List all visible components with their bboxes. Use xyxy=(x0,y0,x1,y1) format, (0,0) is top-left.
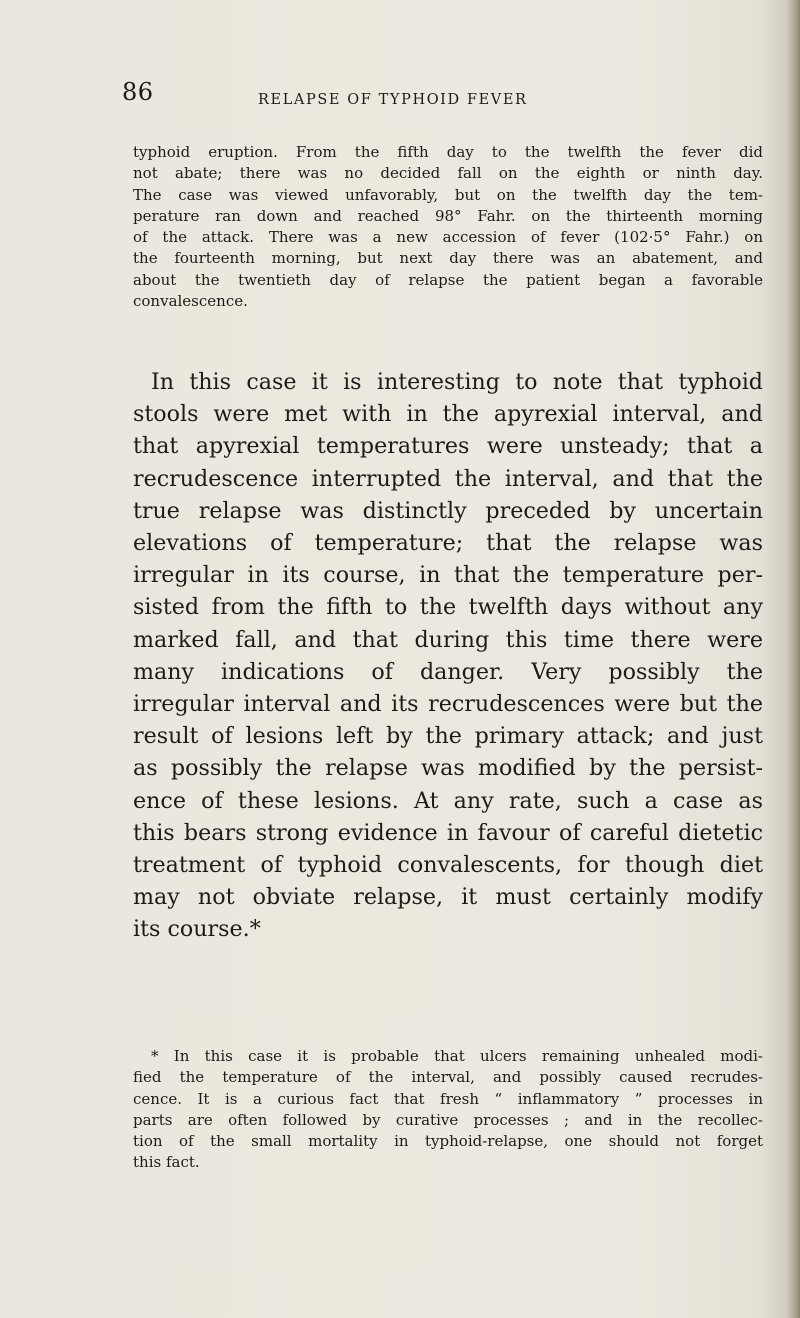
running-title: RELAPSE OF TYPHOID FEVER xyxy=(258,92,528,108)
text-line: convalescence. xyxy=(133,292,248,311)
text-line: perature ran down and reached 98° Fahr. on the thirteenth morning xyxy=(133,206,763,225)
page-header xyxy=(0,78,800,118)
text-line: irregular in its course, in that the temperature per- xyxy=(133,562,763,589)
text-line: irregular interval and its recrudescences were but the xyxy=(133,691,763,718)
text-line: recrudescence interrupted the interval, and that the xyxy=(133,465,763,492)
page-number: 86 xyxy=(122,78,154,106)
text-line: The case was viewed unfavorably, but on the twelfth day the tem- xyxy=(133,185,763,204)
text-line: stools were met with in the apyrexial interval, and xyxy=(133,401,763,428)
text-line: many indications of danger. Very possibly the xyxy=(133,658,763,685)
footnote xyxy=(133,1046,763,1174)
text-line: the fourteenth morning, but next day there was an abatement, and xyxy=(133,249,763,268)
page-edge-shadow xyxy=(786,0,800,1318)
text-line: that apyrexial temperatures were unsteady; that a xyxy=(133,433,763,460)
text-line: treatment of typhoid convalescents, for though diet xyxy=(133,852,763,879)
text-line: parts are often followed by curative processes ; and in the recollec- xyxy=(133,1110,763,1129)
text-line: not abate; there was no decided fall on the eighth or ninth day. xyxy=(133,164,763,183)
text-line: * In this case it is probable that ulcers remaining unhealed modi- xyxy=(151,1047,763,1065)
text-line: cence. It is a curious fact that fresh “ inflammatory ” processes in xyxy=(133,1089,763,1108)
text-line: its course.* xyxy=(133,916,261,943)
text-line: tion of the small mortality in typhoid-relapse, one should not forget xyxy=(133,1132,763,1151)
text-line: elevations of temperature; that the relapse was xyxy=(133,530,763,557)
text-line: true relapse was distinctly preceded by uncertain xyxy=(133,497,763,524)
text-line: marked fall, and that during this time there were xyxy=(133,626,763,653)
text-line: this fact. xyxy=(133,1153,200,1172)
text-line: ence of these lesions. At any rate, such a case as xyxy=(133,787,763,814)
text-line: this bears strong evidence in favour of careful dietetic xyxy=(133,819,763,846)
paragraph-continued-case-report xyxy=(133,142,763,312)
text-line: of the attack. There was a new accession of fever (102·5° Fahr.) on xyxy=(133,228,763,247)
paragraph-discussion xyxy=(133,366,763,946)
text-line: may not obviate relapse, it must certainly modify xyxy=(133,884,763,911)
text-line: typhoid eruption. From the fifth day to the twelfth the fever did xyxy=(133,143,763,161)
text-line: as possibly the relapse was modified by the persist- xyxy=(133,755,763,782)
text-line: In this case it is interesting to note that typhoid xyxy=(151,369,763,395)
text-line: fied the temperature of the interval, and possibly caused recrudes- xyxy=(133,1068,763,1087)
text-line: about the twentieth day of relapse the patient began a favorable xyxy=(133,270,763,289)
text-line: result of lesions left by the primary attack; and just xyxy=(133,723,763,750)
text-line: sisted from the fifth to the twelfth days without any xyxy=(133,594,763,621)
